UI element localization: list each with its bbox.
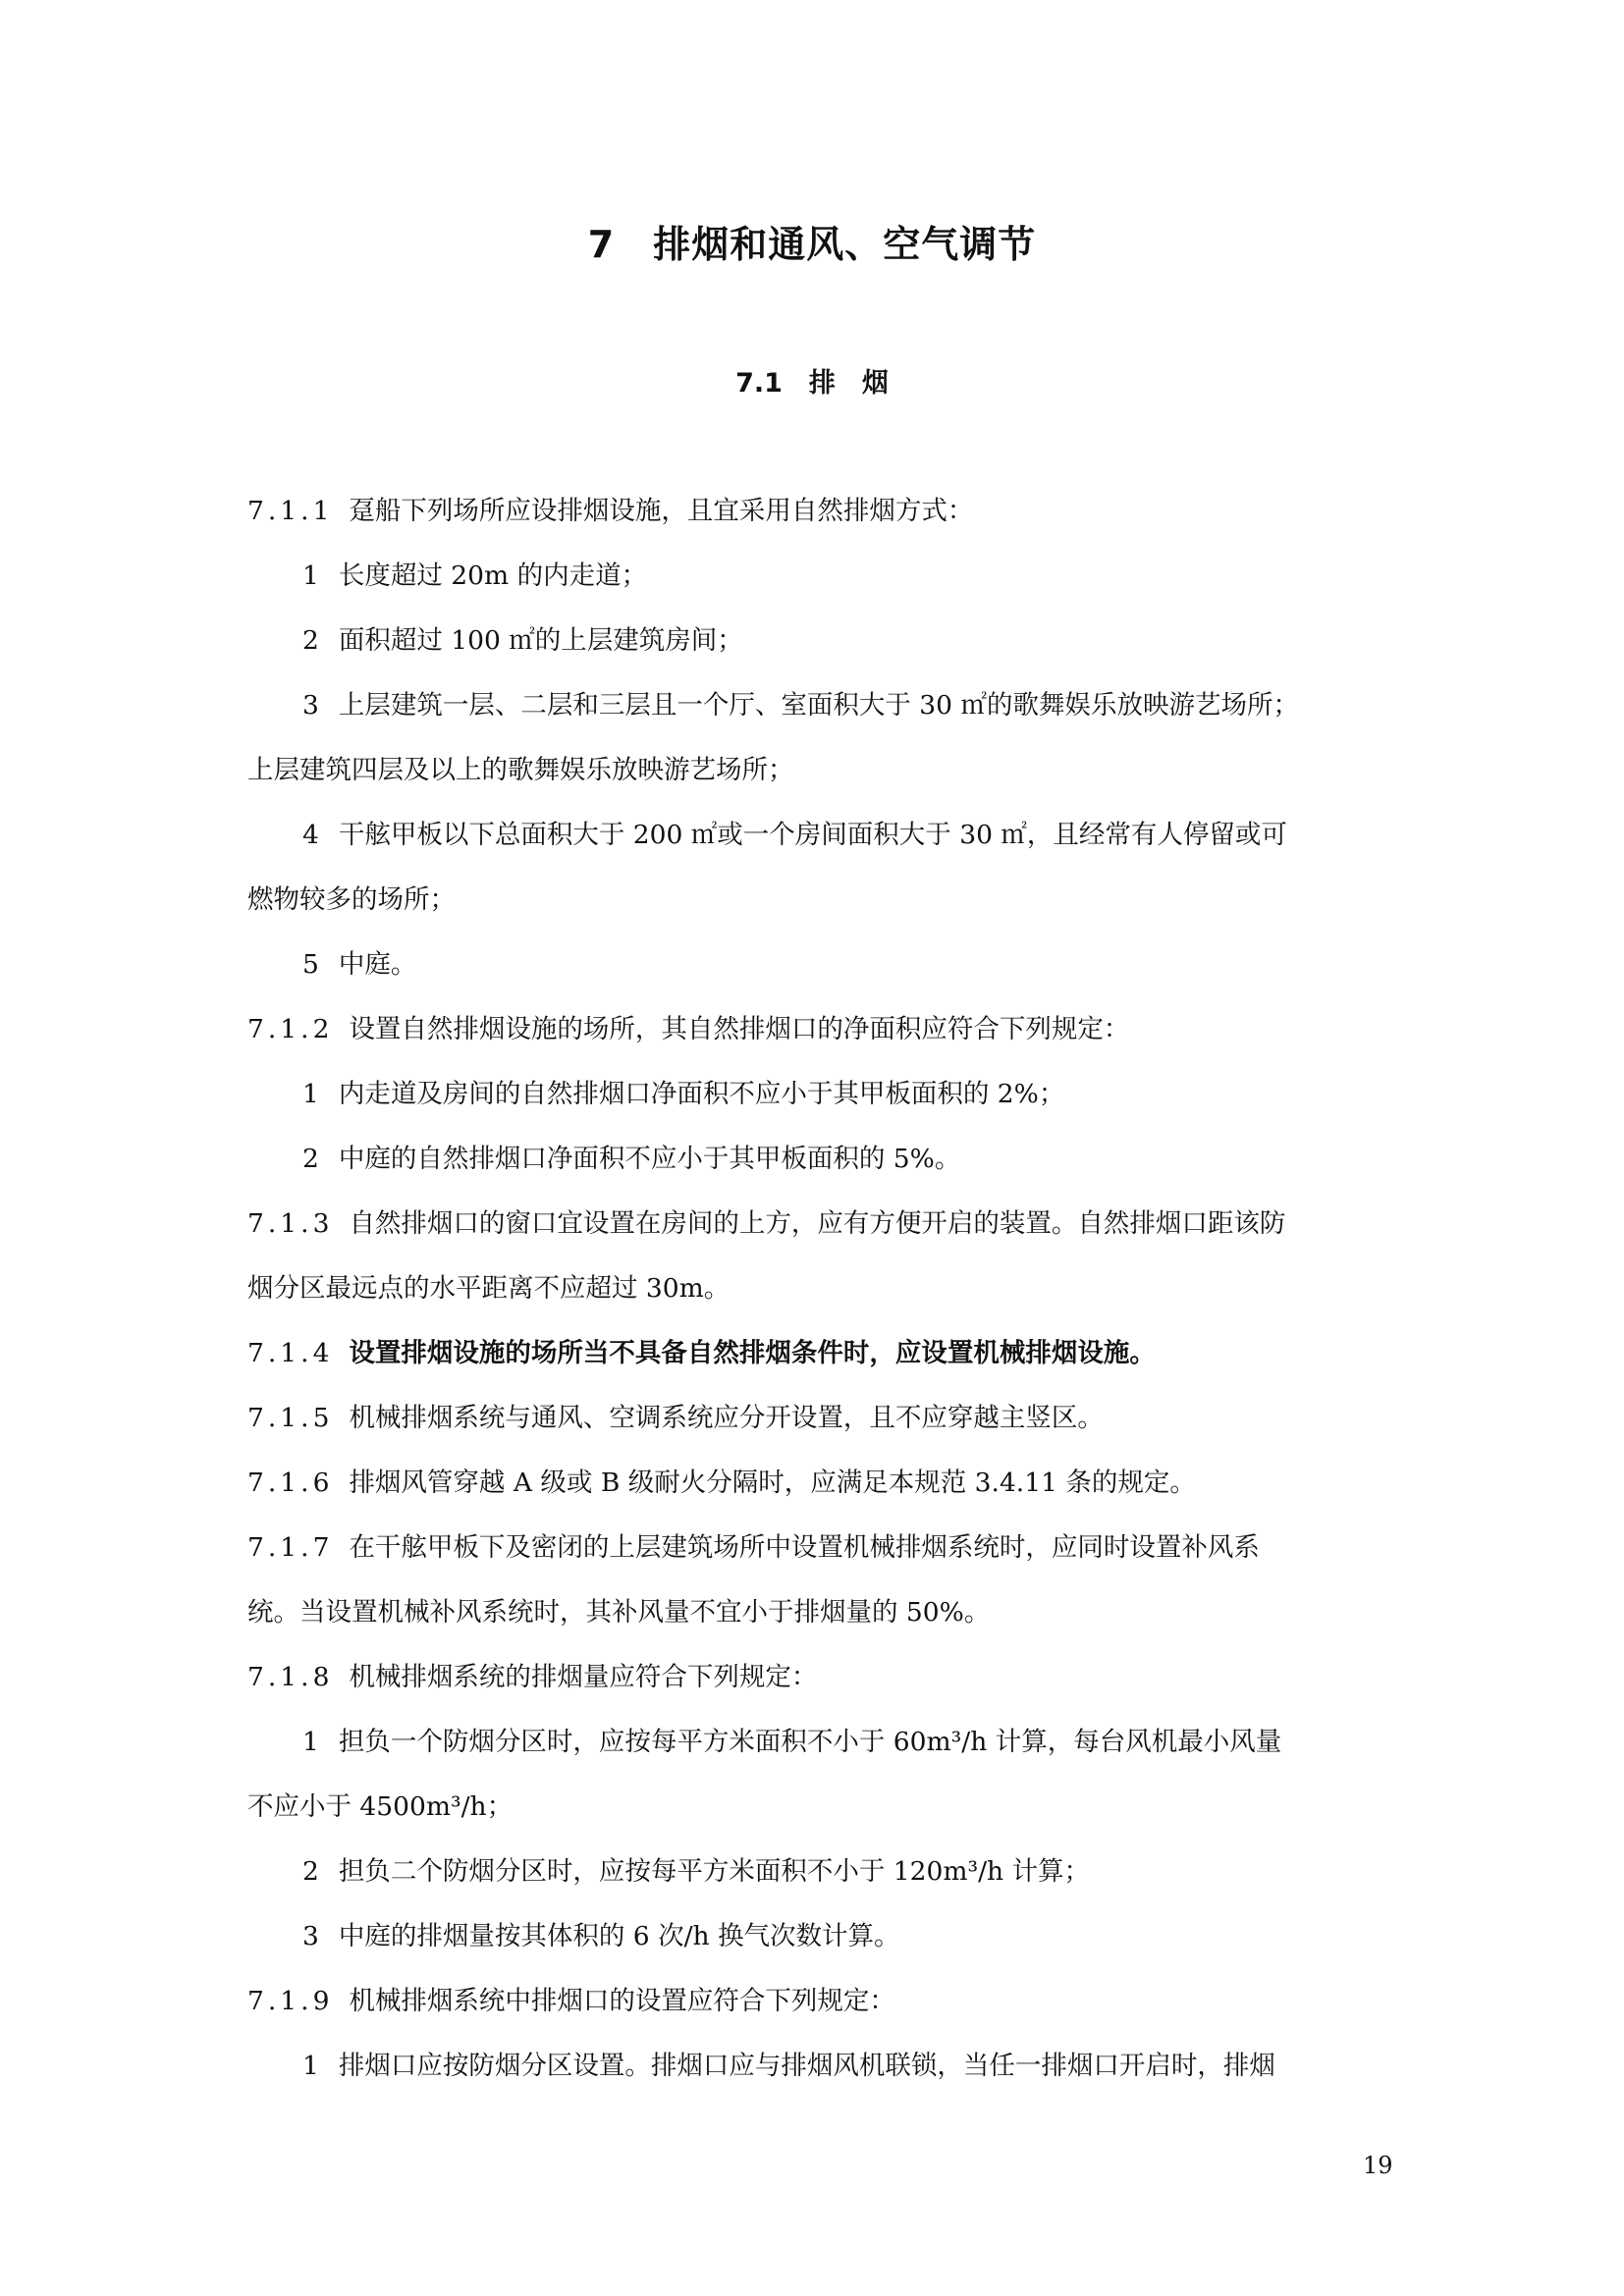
list-item <box>247 1840 1377 1904</box>
item-number: 4 <box>302 820 319 850</box>
clause-number: 7.1.6 <box>247 1468 334 1498</box>
clause-continuation: 烟分区最远点的水平距离不应超过 30m。 <box>247 1273 731 1304</box>
clause-text: 在干舷甲板下及密闭的上层建筑场所中设置机械排烟系统时，应同时设置补风系 <box>349 1532 1260 1563</box>
clause-text: 自然排烟口的窗口宜设置在房间的上方，应有方便开启的装置。自然排烟口距该防 <box>349 1208 1286 1239</box>
item-continuation: 不应小于 4500m³/h； <box>247 1791 514 1822</box>
clause-number: 7.1.5 <box>247 1403 334 1433</box>
list-item <box>247 1904 1377 1969</box>
list-item <box>247 544 1377 609</box>
clause-number: 7.1.9 <box>247 1986 334 2016</box>
list-item <box>247 933 1377 997</box>
clause-7-1-5 <box>247 1386 1377 1451</box>
clause-7-1-2 <box>247 997 1377 1062</box>
clause-text: 机械排烟系统的排烟量应符合下列规定： <box>349 1662 818 1692</box>
item-number: 2 <box>302 1144 319 1174</box>
list-item <box>247 803 1377 868</box>
clause-text: 趸船下列场所应设排烟设施，且宜采用自然排烟方式： <box>349 496 974 526</box>
clause-number: 7.1.3 <box>247 1208 334 1239</box>
clause-7-1-8 <box>247 1645 1377 1710</box>
item-number: 1 <box>302 1079 319 1109</box>
clause-number: 7.1.2 <box>247 1014 334 1044</box>
item-number: 1 <box>302 1727 319 1757</box>
clause-number: 7.1.7 <box>247 1532 334 1563</box>
item-number: 2 <box>302 1856 319 1887</box>
item-text: 中庭的自然排烟口净面积不应小于其甲板面积的 5%。 <box>338 1144 961 1174</box>
item-continuation: 燃物较多的场所； <box>247 884 456 915</box>
clause-text: 排烟风管穿越 A 级或 B 级耐火分隔时，应满足本规范 3.4.11 条的规定。 <box>349 1468 1196 1498</box>
list-item <box>247 1710 1377 1775</box>
list-item <box>247 1127 1377 1192</box>
list-item <box>247 2034 1377 2099</box>
clause-7-1-7 <box>247 1516 1377 1580</box>
item-text: 长度超过 20m 的内走道； <box>338 561 648 591</box>
chapter-title: 7 排烟和通风、空气调节 <box>587 223 1037 266</box>
clause-7-1-6 <box>247 1451 1377 1516</box>
page-number: 19 <box>1363 2152 1393 2179</box>
item-text: 内走道及房间的自然排烟口净面积不应小于其甲板面积的 2%； <box>338 1079 1065 1109</box>
clause-text: 机械排烟系统与通风、空调系统应分开设置，且不应穿越主竖区。 <box>349 1403 1104 1433</box>
section-title: 7.1 排 烟 <box>735 368 889 399</box>
clause-7-1-1 <box>247 479 1377 544</box>
clause-text-mandatory: 设置排烟设施的场所当不具备自然排烟条件时，应设置机械排烟设施。 <box>349 1338 1156 1368</box>
clause-7-1-9 <box>247 1969 1377 2034</box>
clause-continuation: 统。当设置机械补风系统时，其补风量不宜小于排烟量的 50%。 <box>247 1597 991 1628</box>
item-text: 中庭的排烟量按其体积的 6 次/h 换气次数计算。 <box>338 1921 900 1951</box>
clause-7-1-3 <box>247 1192 1377 1256</box>
list-item <box>247 1062 1377 1127</box>
item-text: 干舷甲板以下总面积大于 200 ㎡或一个房间面积大于 30 ㎡，且经常有人停留或可 <box>338 820 1287 850</box>
item-text: 担负二个防烟分区时，应按每平方米面积不小于 120m³/h 计算； <box>338 1856 1091 1887</box>
list-item <box>247 609 1377 673</box>
item-number: 3 <box>302 1921 319 1951</box>
item-number: 5 <box>302 949 319 980</box>
item-text: 面积超过 100 ㎡的上层建筑房间； <box>338 625 743 656</box>
list-item <box>247 673 1377 738</box>
item-number: 3 <box>302 690 319 721</box>
clause-text: 设置自然排烟设施的场所，其自然排烟口的净面积应符合下列规定： <box>349 1014 1130 1044</box>
item-number: 1 <box>302 561 319 591</box>
clause-text: 机械排烟系统中排烟口的设置应符合下列规定： <box>349 1986 895 2016</box>
clause-7-1-4 <box>247 1321 1377 1386</box>
item-continuation: 上层建筑四层及以上的歌舞娱乐放映游艺场所； <box>247 755 794 785</box>
item-number: 1 <box>302 2051 319 2081</box>
item-number: 2 <box>302 625 319 656</box>
clause-number: 7.1.1 <box>247 496 334 526</box>
item-text: 上层建筑一层、二层和三层且一个厅、室面积大于 30 ㎡的歌舞娱乐放映游艺场所； <box>338 690 1299 721</box>
document-body <box>247 479 1377 2099</box>
item-text: 担负一个防烟分区时，应按每平方米面积不小于 60m³/h 计算，每台风机最小风量 <box>338 1727 1282 1757</box>
clause-number: 7.1.8 <box>247 1662 334 1692</box>
item-text: 排烟口应按防烟分区设置。排烟口应与排烟风机联锁，当任一排烟口开启时，排烟 <box>338 2051 1275 2081</box>
clause-number: 7.1.4 <box>247 1338 334 1368</box>
item-text: 中庭。 <box>338 949 417 980</box>
